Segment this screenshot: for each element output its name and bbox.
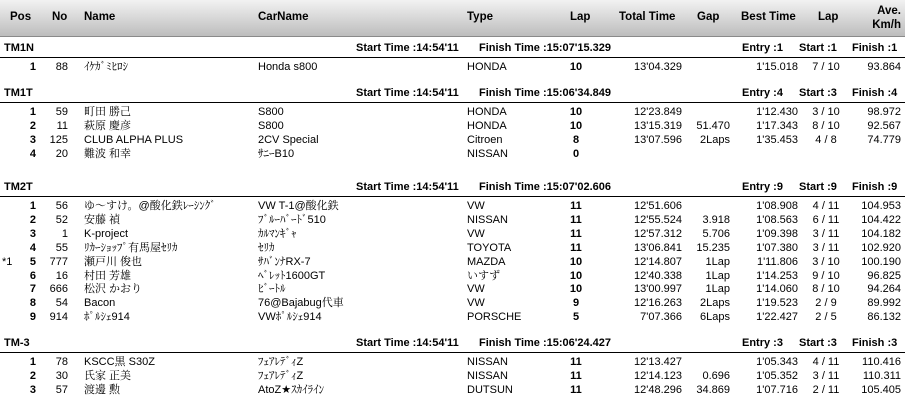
cell-driver: ゆ～すけ。@酸化鉄ﾚｰｼﾝｸﾞ — [84, 200, 216, 212]
cell-no: 78 — [55, 356, 68, 368]
cell-car: VWﾎﾟﾙｼｪ914 — [258, 311, 322, 324]
cell-best-time: 1'12.430 — [756, 106, 798, 118]
cell-maker: Citroen — [467, 133, 503, 146]
finish-count: Finish :3 — [852, 337, 898, 349]
cell-gap: 15.235 — [696, 241, 730, 254]
finish-time: Finish Time :15:07'15.329 — [479, 42, 612, 54]
cell-best-lap: 4 / 11 — [812, 200, 840, 212]
cell-laps: 11 — [570, 369, 582, 382]
class-name: TM1N — [4, 42, 34, 54]
finish-count: Finish :4 — [852, 87, 898, 99]
cell-pos: 1 — [29, 61, 36, 73]
cell-maker: DUTSUN — [467, 383, 513, 396]
cell-laps: 11 — [570, 241, 582, 254]
start-count: Start :1 — [799, 42, 837, 54]
col-ave-line1: Ave. — [877, 5, 901, 17]
cell-best-time: 1'15.018 — [756, 61, 798, 73]
cell-maker: PORSCHE — [467, 311, 522, 324]
cell-avg-speed: 104.422 — [861, 213, 901, 226]
cell-no: 1 — [61, 227, 68, 240]
cell-pos: 8 — [29, 297, 36, 310]
cell-total-time: 12'14.123 — [634, 369, 682, 382]
finish-count: Finish :1 — [852, 42, 898, 54]
cell-best-time: 1'19.523 — [756, 297, 798, 310]
cell-avg-speed: 93.864 — [867, 61, 901, 73]
cell-total-time: 13'07.596 — [634, 133, 682, 146]
cell-car: S800 — [258, 119, 284, 132]
cell-best-time: 1'35.453 — [756, 133, 798, 146]
cell-best-lap: 2 / 11 — [812, 383, 840, 396]
cell-laps: 11 — [570, 227, 582, 240]
cell-best-time: 1'14.060 — [756, 283, 798, 296]
cell-avg-speed: 86.132 — [867, 311, 901, 324]
result-row — [0, 383, 905, 397]
cell-driver: 村田 芳雄 — [84, 269, 132, 282]
column-header-bar — [0, 0, 905, 37]
cell-driver: 難波 和幸 — [84, 147, 132, 160]
cell-pos: 6 — [29, 269, 36, 282]
penalty-mark: *1 — [2, 255, 13, 268]
col-name: Name — [84, 11, 116, 23]
cell-total-time: 7'07.366 — [640, 311, 682, 324]
cell-driver: ﾘｶｰｼｮｯﾌﾟ有馬屋ｾﾘｶ — [84, 241, 178, 254]
cell-no: 59 — [55, 106, 68, 118]
cell-car: ﾌｪｱﾚﾃﾞｨZ — [258, 369, 304, 382]
cell-avg-speed: 104.953 — [861, 200, 901, 212]
entry-count: Entry :4 — [742, 87, 783, 99]
cell-driver: 町田 勝己 — [84, 106, 132, 118]
cell-best-lap: 2 / 9 — [815, 297, 837, 310]
cell-maker: VW — [467, 283, 485, 296]
cell-car: 76@Bajabug代車 — [258, 297, 344, 310]
cell-no: 88 — [55, 61, 68, 73]
cell-avg-speed: 102.920 — [861, 241, 901, 254]
cell-total-time: 13'06.841 — [634, 241, 682, 254]
cell-no: 30 — [55, 369, 68, 382]
cell-avg-speed: 100.190 — [861, 255, 901, 268]
cell-total-time: 12'55.524 — [634, 213, 682, 226]
finish-time: Finish Time :15:06'24.427 — [479, 337, 612, 349]
cell-laps: 11 — [570, 213, 582, 226]
col-best: Best Time — [741, 11, 796, 23]
cell-avg-speed: 105.405 — [861, 383, 901, 396]
cell-total-time: 12'23.849 — [634, 106, 682, 118]
class-name: TM2T — [4, 181, 33, 193]
cell-total-time: 12'16.263 — [634, 297, 682, 310]
cell-driver: ﾎﾟﾙｼｪ914 — [84, 311, 130, 324]
cell-best-lap: 3 / 10 — [812, 106, 840, 118]
cell-pos: 2 — [29, 119, 36, 132]
cell-pos: 5 — [29, 255, 36, 268]
cell-best-time: 1'17.343 — [756, 119, 798, 132]
cell-gap: 5.706 — [702, 227, 730, 240]
cell-maker: NISSAN — [467, 213, 508, 226]
cell-avg-speed: 74.779 — [867, 133, 901, 146]
cell-pos: 4 — [29, 241, 36, 254]
cell-gap: 1Lap — [705, 283, 730, 296]
cell-driver: 渡邊 勲 — [84, 383, 121, 396]
cell-driver: CLUB ALPHA PLUS — [84, 133, 184, 146]
cell-total-time: 12'48.296 — [634, 383, 682, 396]
cell-car: ｻﾊﾞﾝﾅRX-7 — [258, 255, 311, 268]
cell-best-time: 1'11.806 — [756, 255, 798, 268]
cell-total-time: 12'14.807 — [634, 255, 682, 268]
cell-total-time: 13'15.319 — [634, 119, 682, 132]
cell-pos: 1 — [29, 356, 36, 368]
cell-car: ﾌｪｱﾚﾃﾞｨZ — [258, 356, 304, 368]
result-row — [0, 133, 905, 147]
cell-best-time: 1'09.398 — [756, 227, 798, 240]
entry-count: Entry :9 — [742, 181, 783, 193]
cell-car: Honda s800 — [258, 61, 318, 73]
cell-car: 2CV Special — [258, 133, 319, 146]
cell-pos: 1 — [29, 200, 36, 212]
cell-gap: 51.470 — [696, 119, 730, 132]
cell-driver: 瀬戸川 俊也 — [84, 255, 143, 268]
cell-avg-speed: 89.992 — [867, 297, 901, 310]
class-header — [0, 41, 905, 58]
result-row — [0, 105, 905, 119]
cell-avg-speed: 96.825 — [867, 269, 901, 282]
cell-car: ｾﾘｶ — [258, 241, 275, 254]
cell-laps: 11 — [570, 200, 582, 212]
cell-avg-speed: 110.311 — [862, 369, 901, 382]
result-row — [0, 310, 905, 324]
cell-pos: 2 — [29, 369, 36, 382]
class-name: TM-3 — [4, 337, 30, 349]
cell-maker: VW — [467, 227, 485, 240]
cell-car: S800 — [258, 106, 284, 118]
result-row — [0, 241, 905, 255]
finish-count: Finish :9 — [852, 181, 898, 193]
cell-best-time: 1'07.716 — [756, 383, 798, 396]
cell-driver: 安藤 禎 — [84, 213, 121, 226]
start-count: Start :3 — [799, 87, 837, 99]
cell-laps: 10 — [569, 61, 583, 73]
cell-best-lap: 6 / 11 — [812, 213, 840, 226]
cell-gap: 1Lap — [705, 269, 730, 282]
cell-no: 52 — [55, 213, 68, 226]
cell-no: 56 — [55, 200, 68, 212]
cell-maker: いすず — [467, 269, 501, 282]
cell-best-time: 1'07.380 — [756, 241, 798, 254]
cell-no: 55 — [55, 241, 68, 254]
cell-best-time: 1'08.563 — [756, 213, 798, 226]
cell-total-time: 13'00.997 — [634, 283, 682, 296]
cell-best-lap: 3 / 11 — [812, 241, 840, 254]
cell-laps: 10 — [569, 119, 583, 132]
cell-best-time: 1'05.343 — [756, 356, 798, 368]
cell-best-lap: 8 / 10 — [812, 119, 840, 132]
cell-pos: 3 — [29, 227, 36, 240]
cell-no: 20 — [55, 147, 68, 160]
cell-gap: 2Laps — [700, 133, 730, 146]
class-header — [0, 336, 905, 353]
cell-total-time: 13'04.329 — [634, 61, 682, 73]
col-best-lap: Lap — [818, 11, 839, 23]
cell-total-time: 12'13.427 — [634, 356, 682, 368]
cell-best-lap: 3 / 10 — [812, 255, 840, 268]
cell-laps: 10 — [569, 269, 583, 282]
cell-driver: Bacon — [84, 297, 116, 310]
cell-car: ﾋﾞｰﾄﾙ — [258, 283, 286, 296]
cell-driver: 萩原 慶彦 — [84, 119, 132, 132]
start-count: Start :9 — [799, 181, 837, 193]
result-row — [0, 355, 905, 369]
cell-maker: NISSAN — [467, 147, 508, 160]
cell-gap: 1Lap — [705, 255, 730, 268]
col-lap: Lap — [570, 11, 591, 23]
cell-laps: 11 — [570, 383, 582, 396]
result-row — [0, 60, 905, 74]
cell-maker: NISSAN — [467, 356, 508, 368]
entry-count: Entry :1 — [742, 42, 783, 54]
cell-laps: 5 — [572, 311, 580, 324]
cell-maker: TOYOTA — [467, 241, 512, 254]
cell-maker: VW — [467, 297, 485, 310]
cell-maker: NISSAN — [467, 369, 508, 382]
cell-total-time: 12'40.338 — [634, 269, 682, 282]
cell-laps: 10 — [569, 283, 583, 296]
cell-laps: 0 — [572, 147, 580, 160]
cell-no: 666 — [49, 283, 68, 296]
col-no: No — [52, 11, 68, 23]
cell-best-time: 1'14.253 — [756, 269, 798, 282]
cell-best-lap: 4 / 8 — [815, 133, 837, 146]
cell-car: VW T-1@酸化鉄 — [258, 200, 339, 212]
cell-gap: 6Laps — [700, 311, 730, 324]
cell-best-lap: 2 / 5 — [815, 311, 837, 324]
cell-gap: 2Laps — [700, 297, 730, 310]
cell-driver: 氏家 正美 — [84, 369, 132, 382]
cell-maker: VW — [467, 200, 485, 212]
col-type: Type — [467, 11, 493, 23]
cell-gap: 34.869 — [696, 383, 730, 396]
cell-no: 777 — [49, 255, 68, 268]
cell-car: ｻﾆｰB10 — [258, 147, 295, 160]
cell-best-lap: 3 / 11 — [812, 369, 840, 382]
start-time: Start Time :14:54'11 — [356, 181, 459, 193]
col-total: Total Time — [619, 11, 676, 23]
cell-laps: 10 — [569, 255, 583, 268]
cell-no: 125 — [49, 133, 68, 146]
finish-time: Finish Time :15:07'02.606 — [479, 181, 612, 193]
start-time: Start Time :14:54'11 — [356, 42, 459, 54]
result-row — [0, 119, 905, 133]
finish-time: Finish Time :15:06'34.849 — [479, 87, 612, 99]
result-row — [0, 296, 905, 310]
col-ave — [850, 4, 901, 32]
cell-best-lap: 9 / 10 — [812, 269, 840, 282]
cell-best-lap: 8 / 10 — [812, 283, 840, 296]
cell-maker: HONDA — [467, 61, 507, 73]
cell-driver: KSCC黒 S30Z — [84, 356, 155, 368]
cell-no: 54 — [55, 297, 68, 310]
result-row — [0, 199, 905, 213]
cell-maker: MAZDA — [467, 255, 506, 268]
cell-avg-speed: 104.182 — [861, 227, 901, 240]
cell-laps: 9 — [572, 297, 580, 310]
result-row — [0, 227, 905, 241]
class-name: TM1T — [4, 87, 33, 99]
cell-best-time: 1'22.427 — [756, 311, 798, 324]
cell-pos: 9 — [29, 311, 36, 324]
class-header — [0, 180, 905, 197]
cell-best-lap: 3 / 11 — [812, 227, 840, 240]
start-time: Start Time :14:54'11 — [356, 87, 459, 99]
cell-car: ﾍﾞﾚｯﾄ1600GT — [258, 269, 326, 282]
start-time: Start Time :14:54'11 — [356, 337, 459, 349]
cell-maker: HONDA — [467, 106, 507, 118]
result-row — [0, 213, 905, 227]
result-row — [0, 282, 905, 296]
cell-car: ﾌﾞﾙｰﾊﾞｰﾄﾞ510 — [258, 213, 326, 226]
cell-laps: 11 — [570, 356, 582, 368]
cell-best-lap: 7 / 10 — [812, 61, 840, 73]
class-header — [0, 86, 905, 103]
result-row — [0, 255, 905, 269]
cell-driver: ｲｹｶﾞﾐﾋﾛｼ — [84, 61, 128, 73]
cell-driver: 松沢 かおり — [84, 283, 143, 296]
cell-pos: 3 — [29, 383, 36, 396]
cell-laps: 8 — [572, 133, 580, 146]
cell-gap: 0.696 — [702, 369, 730, 382]
cell-car: ｶﾙﾏﾝｷﾞｬ — [258, 227, 297, 240]
result-row — [0, 269, 905, 283]
result-row — [0, 147, 905, 161]
cell-no: 16 — [55, 269, 68, 282]
cell-avg-speed: 92.567 — [867, 119, 901, 132]
col-car: CarName — [258, 11, 309, 23]
cell-driver: K-project — [84, 227, 129, 240]
start-count: Start :3 — [799, 337, 837, 349]
cell-avg-speed: 94.264 — [867, 283, 901, 296]
entry-count: Entry :3 — [742, 337, 783, 349]
cell-avg-speed: 110.416 — [862, 356, 901, 368]
cell-total-time: 12'57.312 — [634, 227, 682, 240]
cell-no: 914 — [49, 311, 68, 324]
cell-pos: 7 — [29, 283, 36, 296]
cell-no: 57 — [55, 383, 68, 396]
cell-gap: 3.918 — [702, 213, 730, 226]
cell-best-time: 1'05.352 — [756, 369, 798, 382]
cell-best-lap: 4 / 11 — [812, 356, 840, 368]
col-ave-line2: Km/h — [872, 19, 901, 31]
cell-pos: 4 — [29, 147, 36, 160]
result-row — [0, 369, 905, 383]
cell-pos: 2 — [29, 213, 36, 226]
cell-total-time: 12'51.606 — [634, 200, 682, 212]
cell-best-time: 1'08.908 — [756, 200, 798, 212]
cell-car: AtoZ★ｽｶｲﾗｲﾝ — [258, 383, 325, 396]
cell-pos: 1 — [29, 106, 36, 118]
cell-avg-speed: 98.972 — [867, 106, 901, 118]
cell-laps: 10 — [569, 106, 583, 118]
col-pos: Pos — [10, 11, 32, 23]
cell-maker: HONDA — [467, 119, 507, 132]
cell-pos: 3 — [29, 133, 36, 146]
col-gap: Gap — [697, 11, 720, 23]
cell-no: 11 — [56, 119, 68, 132]
